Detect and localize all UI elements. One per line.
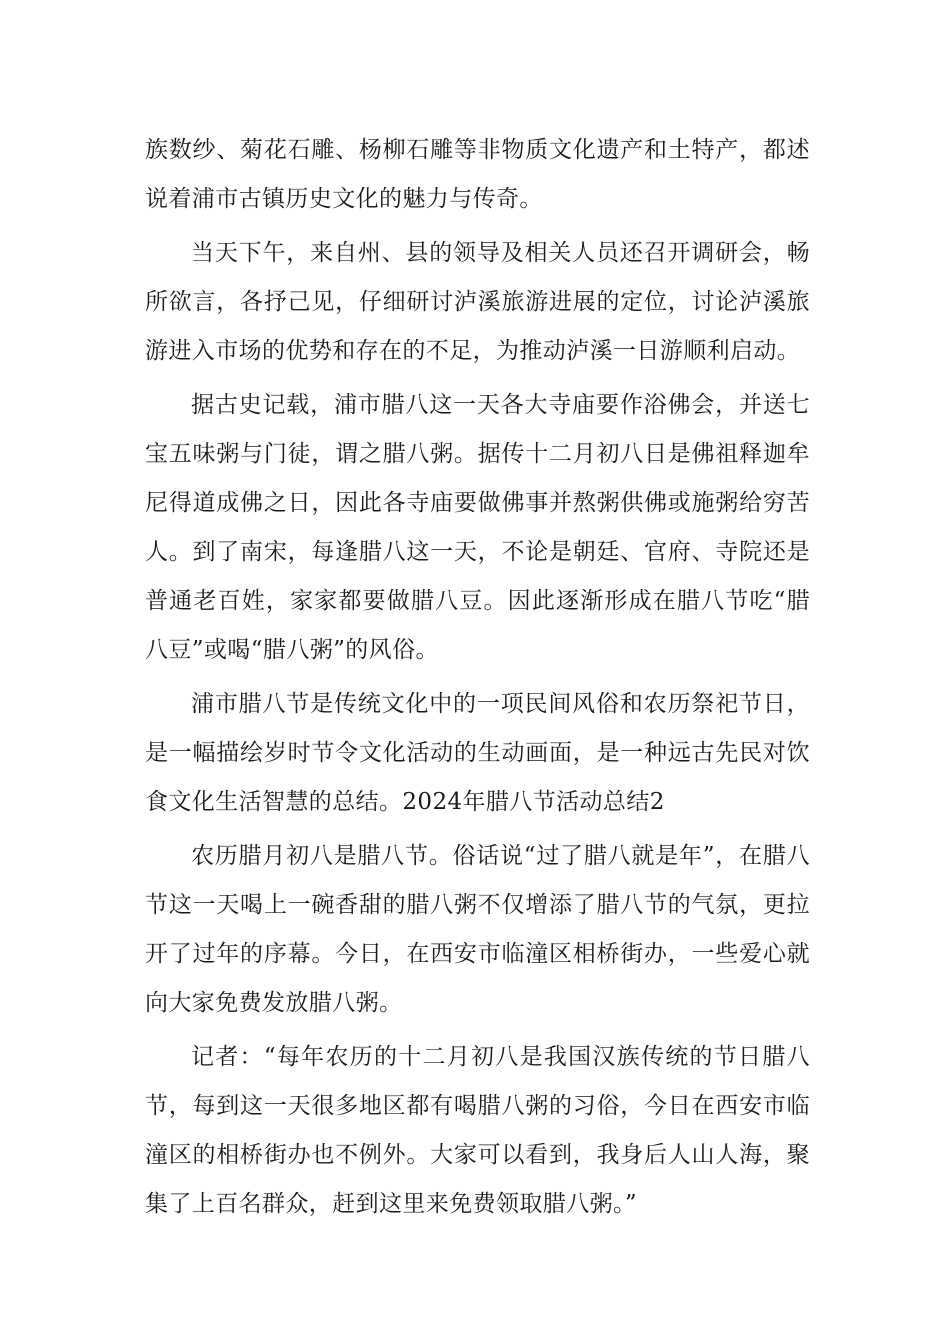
paragraph-festival-summary: 浦市腊八节是传统文化中的一项民间风俗和农历祭祀节日，是一幅描绘岁时节令文化活动的生动画面，是一种远古先民对饮食文化生活智慧的总结。2024年腊八节活动总结2 — [145, 691, 810, 815]
paragraph-laba-festival: 农历腊月初八是腊八节。俗话说“过了腊八就是年”，在腊八节这一天喝上一碗香甜的腊八粥不仅增添了腊八节的气氛，更拉开了过年的序幕。今日，在西安市临潼区相桥街办，一些爱心就向大家免费发放腊八粥。 — [145, 843, 810, 1016]
paragraph-reporter-quote: 记者：“每年农历的十二月初八是我国汉族传统的节日腊八节，每到这一天很多地区都有喝腊八粥的习俗，今日在西安市临潼区的相桥街办也不例外。大家可以看到，我身后人山人海，聚集了上百名群众，赶到这里来免费领取腊八粥。” — [145, 1044, 810, 1217]
paragraph-continuation: 族数纱、菊花石雕、杨柳石雕等非物质文化遗产和土特产，都述说着浦市古镇历史文化的魅力与传奇。 — [145, 137, 810, 212]
paragraph-history: 据古史记载，浦市腊八这一天各大寺庙要作浴佛会，并送七宝五味粥与门徒，谓之腊八粥。据传十二月初八日是佛祖释迦牟尼得道成佛之日，因此各寺庙要做佛事并熬粥供佛或施粥给穷苦人。到了南宋，每逢腊八这一天，不论是朝廷、官府、寺院还是普通老百姓，家家都要做腊八豆。因此逐渐形成在腊八节吃“腊八豆”或喝“腊八粥”的风俗。 — [145, 392, 810, 663]
paragraph-research-meeting: 当天下午，来自州、县的领导及相关人员还召开调研会，畅所欲言，各抒己见，仔细研讨泸溪旅游进展的定位，讨论泸溪旅游进入市场的优势和存在的不足，为推动泸溪一日游顺利启动。 — [145, 240, 810, 364]
document-body — [145, 126, 810, 1229]
